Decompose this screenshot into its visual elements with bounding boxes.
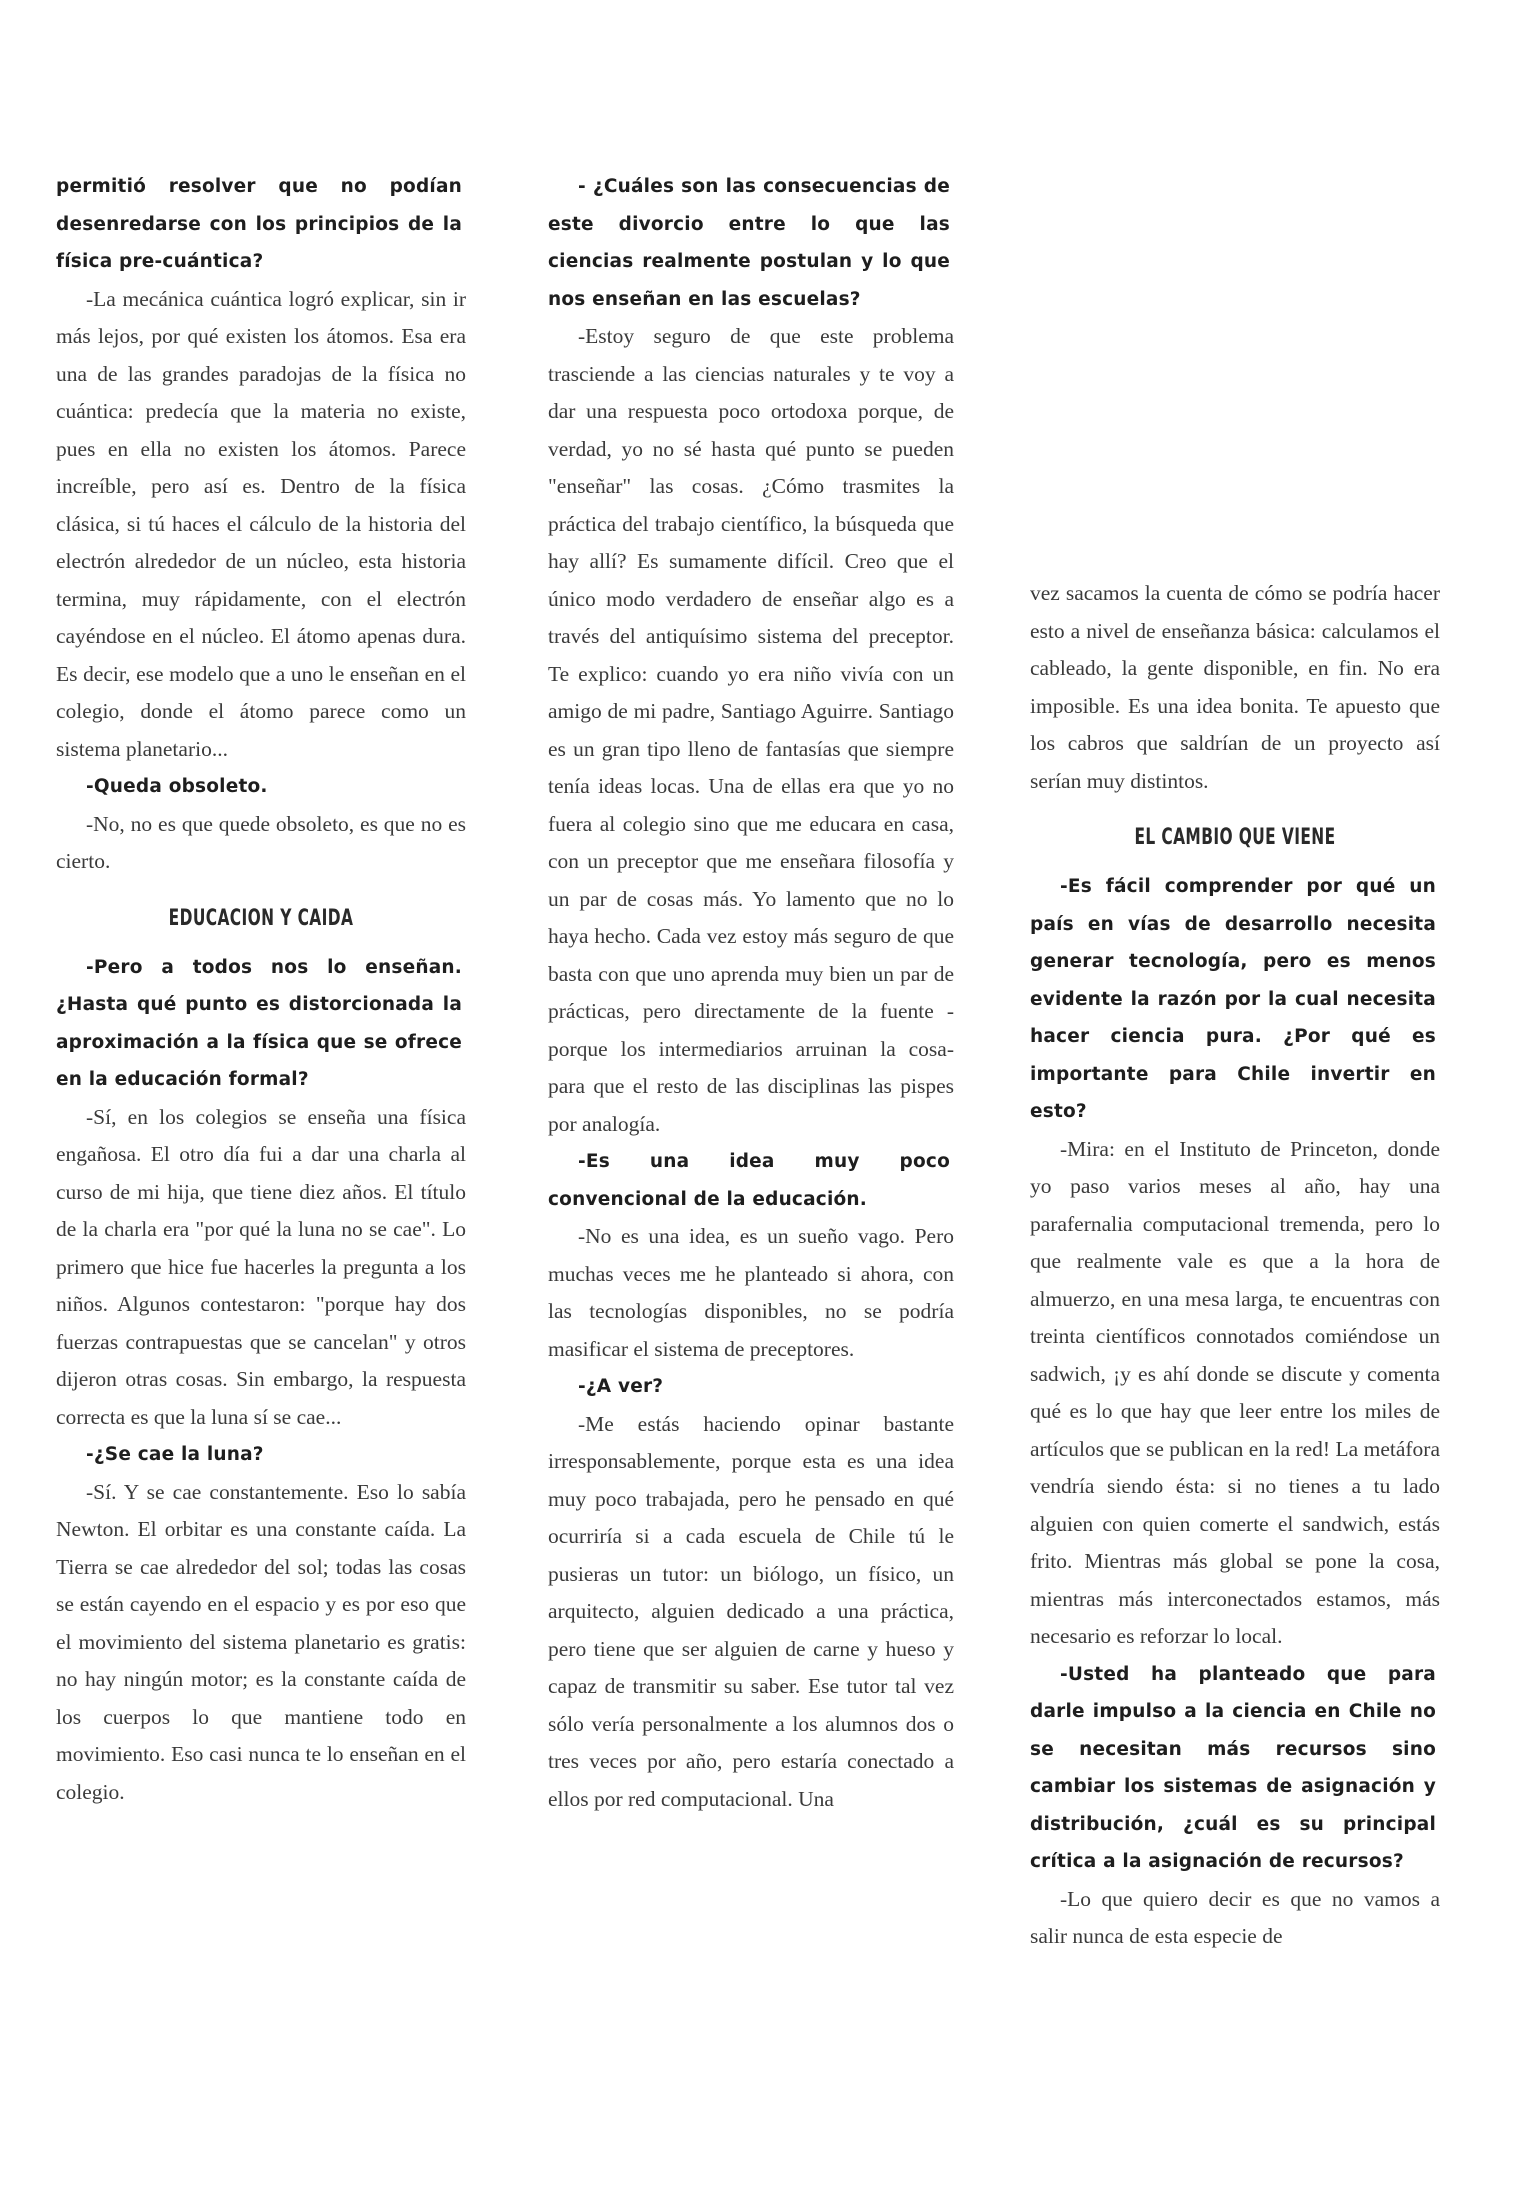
- interview-question: - ¿Cuáles son las consecuencias de este divorcio entre lo que las ciencias realmente postulan y lo que nos enseñan en las escuelas?: [548, 176, 950, 310]
- section-heading: EL CAMBIO QUE VIENE: [1134, 825, 1336, 850]
- section-heading: EDUCACION Y CAIDA: [168, 905, 354, 931]
- column-right: [1030, 575, 1440, 1956]
- interview-question: permitió resolver que no podían desenredarse con los principios de la física pre-cuántica?: [56, 176, 462, 272]
- answer-paragraph: -Sí, en los colegios se enseña una física engañosa. El otro día fui a dar una charla al curso de mi hija, que tiene diez años. El título de la charla era "por qué la luna no se cae". Lo primero que hice fue hacerles la pregunta a los niños. Algunos contestaron: "porque hay dos fuerzas contrapuestas que se cancelan" y otros dijeron otras cosas. Sin embargo, la respuesta correcta es que la luna sí se cae...: [56, 1104, 466, 1429]
- interview-question: -Es una idea muy poco convencional de la educación.: [548, 1151, 950, 1210]
- answer-paragraph: vez sacamos la cuenta de cómo se podría hacer esto a nivel de enseñanza básica: calculamos el cableado, la gente disponible, en fin. No era imposible. Es una idea bonita. Te apuesto que los cabros que saldrían de un proyecto así serían muy distintos.: [1030, 581, 1440, 793]
- answer-paragraph: -Me estás haciendo opinar bastante irresponsablemente, porque esta es una idea muy poco trabajada, pero he pensado en qué ocurriría si a cada escuela de Chile tú le pusieras un tutor: un biólogo, un físico, un arquitecto, alguien dedicado a una práctica, pero tiene que ser alguien de carne y hueso y capaz de transmitir su saber. Ese tutor tal vez sólo vería personalmente a los alumnos dos o tres veces por año, pero estaría conectado a ellos por red computacional. Una: [548, 1411, 954, 1811]
- interview-question: -¿A ver?: [578, 1376, 664, 1397]
- answer-paragraph: -Sí. Y se cae constantemente. Eso lo sabía Newton. El orbitar es una constante caída. La Tierra se cae alrededor del sol; todas las cosas se están cayendo en el espacio y es por eso que el movimiento del sistema planetario es gratis: no hay ningún motor; es la constante caída de los cuerpos lo que mantiene todo en movimiento. Eso casi nunca te lo enseñan en el colegio.: [56, 1479, 466, 1804]
- answer-paragraph: -No, no es que quede obsoleto, es que no es cierto.: [56, 811, 466, 873]
- column-left: [56, 168, 466, 1811]
- interview-question: -Usted ha planteado que para darle impulso a la ciencia en Chile no se necesitan más recursos sino cambiar los sistemas de asignación y distribución, ¿cuál es su principal crítica a la asignación de recursos?: [1030, 1663, 1436, 1872]
- interview-question: -Queda obsoleto.: [86, 776, 268, 797]
- answer-paragraph: -La mecánica cuántica logró explicar, sin ir más lejos, por qué existen los átomos. Esa era una de las grandes paradojas de la física no cuántica: predecía que la materia no existe, pues en ella no existen los átomos. Parece increíble, pero así es. Dentro de la física clásica, si tú haces el cálculo de la historia del electrón alrededor de un núcleo, esta historia termina, muy rápidamente, con el electrón cayéndose en el núcleo. El átomo apenas dura. Es decir, ese modelo que a uno le enseñan en el colegio, donde el átomo parece como un sistema planetario...: [56, 286, 466, 761]
- answer-paragraph: -Estoy seguro de que este problema trasciende a las ciencias naturales y te voy a dar una respuesta poco ortodoxa porque, de verdad, yo no sé hasta qué punto se pueden "enseñar" las cosas. ¿Cómo trasmites la práctica del trabajo científico, la búsqueda que hay allí? Es sumamente difícil. Creo que el único modo verdadero de enseñar algo es a través del antiquísimo sistema del preceptor. Te explico: cuando yo era niño vivía con un amigo de mi padre, Santiago Aguirre. Santiago es un gran tipo lleno de fantasías que siempre tenía ideas locas. Una de ellas era que yo no fuera al colegio sino que me educara en casa, con un preceptor que me enseñara filosofía y un par de cosas más. Yo lamento que no lo haya hecho. Cada vez estoy más seguro de que basta con que uno aprenda muy bien un par de prácticas, pero directamente de la fuente -porque los intermediarios arruinan la cosa- para que el resto de las disciplinas las pispes por analogía.: [548, 324, 954, 1136]
- column-middle: [548, 168, 954, 1818]
- interview-question: -¿Se cae la luna?: [86, 1444, 264, 1465]
- answer-paragraph: -No es una idea, es un sueño vago. Pero muchas veces me he planteado si ahora, con las tecnologías disponibles, no se podría masificar el sistema de preceptores.: [548, 1224, 954, 1361]
- interview-question: -Pero a todos nos lo enseñan. ¿Hasta qué punto es distorcionada la aproximación a la física que se ofrece en la educación formal?: [56, 956, 462, 1090]
- interview-question: -Es fácil comprender por qué un país en vías de desarrollo necesita generar tecnología, pero es menos evidente la razón por la cual necesita hacer ciencia pura. ¿Por qué es importante para Chile invertir en esto?: [1030, 876, 1436, 1122]
- answer-paragraph: -Mira: en el Instituto de Princeton, donde yo paso varios meses al año, hay una parafernalia computacional tremenda, pero lo que realmente vale es que a la hora de almuerzo, en una mesa larga, te encuentras con treinta científicos connotados comiéndose un sadwich, ¡y es ahí donde se discute y comenta qué es lo que hay que leer entre los miles de artículos que se publican en la red! La metáfora vendría siendo ésta: si no tienes a tu lado alguien con quien comerte el sandwich, estás frito. Mientras más global se pone la cosa, mientras más interconectados estamos, más necesario es reforzar lo local.: [1030, 1136, 1440, 1648]
- answer-paragraph: -Lo que quiero decir es que no vamos a salir nunca de esta especie de: [1030, 1886, 1440, 1948]
